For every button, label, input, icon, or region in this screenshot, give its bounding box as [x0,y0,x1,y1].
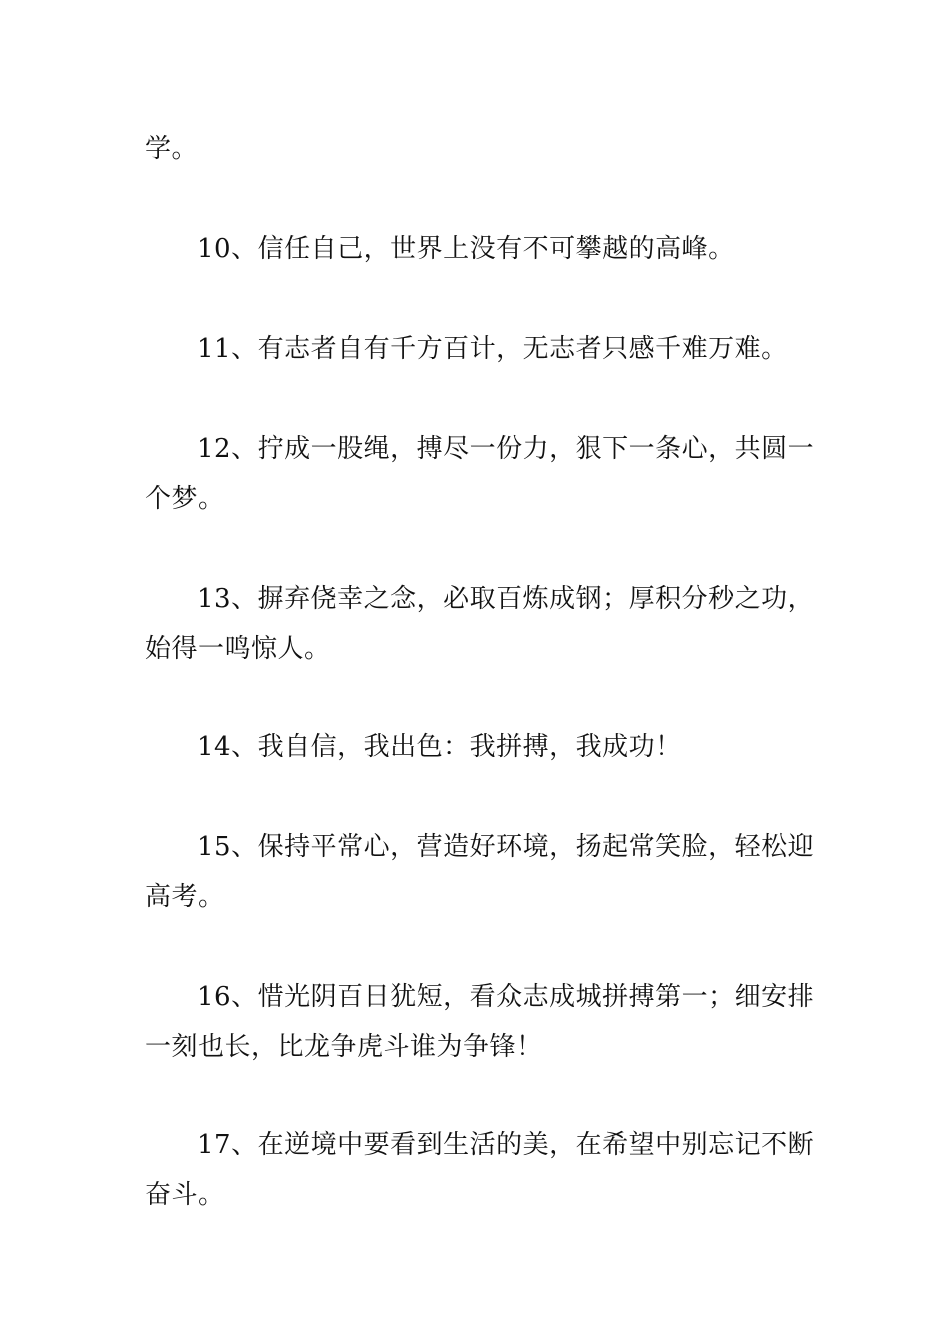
paragraph-16 [145,972,815,1072]
paragraph-line: 奋斗。 [145,1180,225,1210]
paragraph-continuation [145,124,810,174]
paragraph-line: 12、拧成一股绳，搏尽一份力，狠下一条心，共圆一 [197,434,815,464]
paragraph-line: 始得一鸣惊人。 [145,634,331,664]
paragraph-line: 16、惜光阴百日犹短，看众志成城拼搏第一；细安排 [197,982,815,1012]
paragraph-14 [145,722,810,772]
paragraph-11 [145,324,810,374]
paragraph-line: 学。 [145,134,199,164]
paragraph-10 [145,224,810,274]
paragraph-line: 17、在逆境中要看到生活的美，在希望中别忘记不断 [197,1130,815,1160]
paragraph-line: 高考。 [145,882,225,912]
paragraph-15 [145,822,815,922]
paragraph-line: 一刻也长，比龙争虎斗谁为争锋！ [145,1032,543,1062]
paragraph-line: 15、保持平常心，营造好环境，扬起常笑脸，轻松迎 [197,832,815,862]
paragraph-13 [145,574,815,674]
paragraph-line: 13、摒弃侥幸之念，必取百炼成钢；厚积分秒之功， [197,584,815,614]
paragraph-line: 11、有志者自有千方百计，无志者只感千难万难。 [197,334,788,364]
paragraph-17 [145,1120,815,1220]
paragraph-line: 个梦。 [145,484,225,514]
paragraph-12 [145,424,815,524]
paragraph-line: 10、信任自己，世界上没有不可攀越的高峰。 [197,234,735,264]
paragraph-line: 14、我自信，我出色：我拼搏，我成功！ [197,732,682,762]
